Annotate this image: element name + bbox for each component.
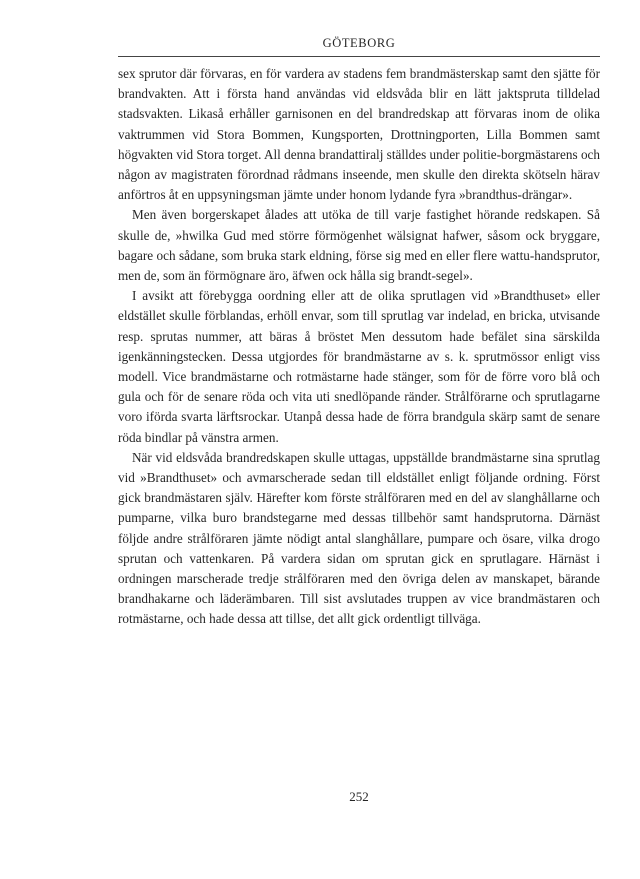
header-rule (118, 56, 600, 57)
page-number: 252 (349, 789, 369, 804)
body-text (118, 64, 600, 630)
paragraph-4: När vid eldsvåda brandredskapen skulle uttagas, uppställde brandmästarne sina sprutlag vid »Brandthuset» och avmarscherade sedan till eldstället enligt följande ordning. Först gick brandmästaren själv. Härefter kom förste strålföraren med en del av slanghållarne och pumparne, vilka buro brandstegarne med dessas tillbehör samt handsprutorna. Därnäst följde andre strålföraren jämte nödigt antal slanghållare, pumpare och ösare, vilka drogo sprutan och vattenkaren. På vardera sidan om sprutan gick en sprutlagare. Härnäst i ordningen marscherade tredje strålföraren med den övriga delen av manskapet, bärande brandhakarne och läderämbaren. Till sist avslutades truppen av vice brandmästaren och rotmästarne, och hade dessa att tillse, det allt gick ordentligt tillväga. (118, 449, 600, 627)
paragraph-3: I avsikt att förebygga oordning eller att de olika sprutlagen vid »Brandthuset» eller eldstället skulle förblandas, erhöll envar, som till sprutlag var indelad, en bricka, utvisande resp. sprutas nummer, att bäras å bröstet Men dessutom hade befälet sina särskilda igenkänningstecken. Dessa utgjordes för brandmästarne av s. k. sprutmössor enligt viss modell. Vice brandmästarne och rotmästarne hade stänger, som för de förre voro blå och gula och för de senare röda och vita uti snedlöpande ränder. Strålförarne och sprutlagarne voro iförda svarta lärftsrockar. Utanpå dessa hade de förra brandgula skärp samt de senare röda bindlar på vänstra armen. (118, 288, 600, 445)
paragraph-1: sex sprutor där förvaras, en för vardera av stadens fem brandmästerskap samt den sjätte för brandvakten. Att i första hand användas vid eldsvåda blir en lätt jaktspruta tilldelad stadsvakten. Likaså erhåller garnisonen en del brandredskap att förvaras inom de olika vaktrummen vid Stora Bommen, Kungsporten, Drottningporten, Lilla Bommen samt högvakten vid Stora torget. All denna brandattiralj ställdes under politie-borgmästarens och någon av magistraten förordnad rådmans inseende, men skulle den direkta skötseln härav anförtros åt en uppsyningsman jämte under honom lydande fyra »brandthus-drängar». (118, 66, 600, 203)
paragraph-2: Men även borgerskapet ålades att utöka de till varje fastighet hörande redskapen. Så skulle de, »hwilka Gud med större förmögenhet wälsignat hafwer, såsom ock bryggare, bagare och sådane, som bruka stark eldning, förse sig med en eller flere wattu-handsprutor, men de, som än förmögnare äro, äfwen ock hålla sig brandt-segel». (118, 207, 600, 284)
running-header: GÖTEBORG (322, 36, 396, 50)
